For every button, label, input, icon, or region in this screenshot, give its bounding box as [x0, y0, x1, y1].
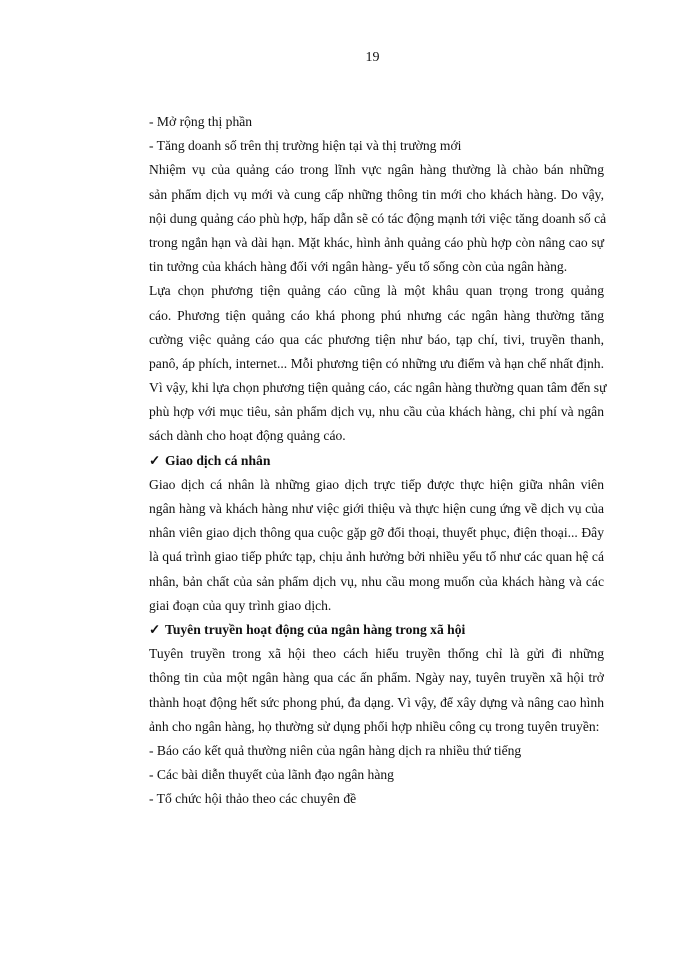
text-line: thông tin của một ngân hàng qua các ấn phẩm. Ngày nay, tuyên truyền xã hội trở: [149, 670, 604, 686]
text-line: nhân viên giao dịch thông qua cuộc gặp gỡ đối thoại, thuyết phục, điện thoại... Đây: [149, 525, 604, 541]
bullet-item: [149, 110, 604, 134]
text-line: giai đoạn của quy trình giao dịch.: [149, 597, 332, 613]
text-line: cáo. Phương tiện quảng cáo khá phong phú nhưng các ngân hàng thường tăng: [149, 307, 604, 323]
text-line: Nhiệm vụ của quảng cáo trong lĩnh vực ngân hàng thường là chào bán những: [149, 162, 604, 178]
heading-line: [149, 618, 604, 642]
text-line: ảnh cho ngân hàng, họ thường sử dụng phối hợp nhiều công cụ trong tuyên truyền:: [149, 718, 600, 734]
text-line: phù hợp với mục tiêu, sản phẩm dịch vụ, nhu cầu của khách hàng, chi phí và ngân: [149, 404, 604, 420]
heading-text: Tuyên truyền hoạt động của ngân hàng trong xã hội: [165, 621, 466, 637]
text-line: cường việc quảng cáo qua các phương tiện như báo, tạp chí, tivi, truyền thanh,: [149, 331, 604, 347]
text-line: - Mở rộng thị phần: [149, 114, 253, 129]
text-line: panô, áp phích, internet... Mỗi phương tiện có những ưu điểm và hạn chế nhất định.: [149, 355, 604, 371]
text-line: sản phẩm dịch vụ mới và cung cấp những thông tin mới cho khách hàng. Do vậy,: [149, 186, 604, 202]
text-line: - Tăng doanh số trên thị trường hiện tại và thị trường mới: [149, 138, 462, 154]
heading-line: [149, 449, 604, 473]
paragraph: [149, 642, 604, 739]
section-heading: [149, 618, 604, 642]
heading-text: Giao dịch cá nhân: [165, 452, 271, 468]
paragraph: [149, 158, 607, 279]
text-line: nhân, bản chất của sản phẩm dịch vụ, nhu cầu mong muốn của khách hàng và các: [149, 573, 604, 589]
checkmark-icon: ✓: [149, 621, 161, 637]
text-line: - Tổ chức hội thảo theo các chuyên đề: [149, 791, 357, 807]
bullet-item: [149, 787, 604, 811]
text-line: ngân hàng và khách hàng như việc giới thiệu và thực hiện cung ứng về dịch vụ của: [149, 501, 604, 516]
text-line: thành hoạt động hết sức phong phú, đa dạng. Vì vậy, để xây dựng và nâng cao hình: [149, 694, 604, 710]
text-line: trong ngắn hạn và dài hạn. Mặt khác, hình ảnh quảng cáo phù hợp còn nâng cao sự: [149, 234, 604, 250]
section-heading: [149, 449, 604, 473]
text-line: Tuyên truyền trong xã hội theo cách hiểu truyền thống chỉ là gửi đi những: [149, 646, 604, 662]
bullet-item: [149, 763, 604, 787]
page-number: 19: [365, 50, 380, 65]
paragraph: [149, 279, 607, 448]
checkmark-icon: ✓: [149, 452, 161, 468]
text-line: sách dành cho hoạt động quảng cáo.: [149, 428, 346, 444]
text-line: Vì vậy, khi lựa chọn phương tiện quảng cáo, các ngân hàng thường quan tâm đến sự: [149, 380, 607, 396]
text-line: Giao dịch cá nhân là những giao dịch trực tiếp được thực hiện giữa nhân viên: [149, 476, 604, 492]
text-line: Lựa chọn phương tiện quảng cáo cũng là một khâu quan trọng trong quảng: [149, 283, 604, 299]
text-line: tin tưởng của khách hàng đối với ngân hàng- yếu tố sống còn của ngân hàng.: [149, 259, 568, 275]
bullet-item: [149, 739, 604, 763]
document-body: [149, 110, 607, 811]
text-line: - Các bài diễn thuyết của lãnh đạo ngân hàng: [149, 767, 394, 783]
text-line: - Báo cáo kết quả thường niên của ngân hàng dịch ra nhiều thứ tiếng: [149, 742, 522, 758]
paragraph: [149, 473, 604, 618]
text-line: nội dung quảng cáo phù hợp, hấp dẫn sẽ có tác động mạnh tới việc tăng doanh số cả: [149, 210, 607, 226]
bullet-item: [149, 134, 604, 158]
text-line: là quá trình giao tiếp phức tạp, chịu ảnh hưởng bởi nhiều yếu tố như các quan hệ cá: [149, 549, 604, 565]
